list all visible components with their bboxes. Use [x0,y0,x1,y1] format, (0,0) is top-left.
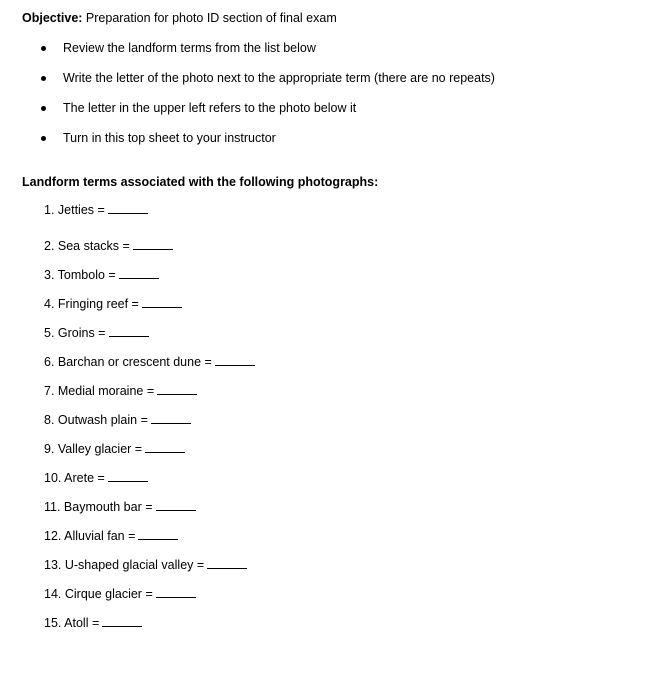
term-text: 12. Alluvial fan = [44,529,136,543]
term-text: 1. Jetties = [44,203,105,217]
instruction-item [0,100,495,130]
term-item [44,202,148,218]
term-item [44,528,178,544]
term-text: 13. U-shaped glacial valley = [44,558,205,572]
bullet-icon [41,76,46,81]
term-item [44,557,247,573]
answer-blank[interactable] [215,354,255,366]
term-item [44,470,148,486]
term-item [44,238,173,254]
answer-blank[interactable] [108,202,148,214]
instruction-text: Review the landform terms from the list below [63,41,316,55]
term-item [44,586,196,602]
objective-label: Objective: [22,11,83,25]
instruction-item [0,130,495,160]
answer-blank[interactable] [133,238,173,250]
term-item [44,267,159,283]
answer-blank[interactable] [207,557,247,569]
bullet-icon [41,136,46,141]
term-text: 5. Groins = [44,326,106,340]
term-text: 9. Valley glacier = [44,442,143,456]
term-text: 14. Cirque glacier = [44,587,153,601]
term-item [44,325,149,341]
instruction-list [0,40,495,160]
instruction-text: Write the letter of the photo next to the appropriate term (there are no repeats) [63,71,495,85]
answer-blank[interactable] [142,296,182,308]
term-text: 11. Baymouth bar = [44,500,153,514]
answer-blank[interactable] [108,470,148,482]
bullet-icon [41,46,46,51]
term-item [44,383,197,399]
answer-blank[interactable] [156,499,196,511]
term-item [44,441,185,457]
section-heading: Landform terms associated with the following photographs: [22,175,379,189]
answer-blank[interactable] [151,412,191,424]
objective-line [22,10,337,26]
term-item [44,412,191,428]
objective-text: Preparation for photo ID section of final exam [82,11,337,25]
answer-blank[interactable] [156,586,196,598]
instruction-item [0,40,495,70]
answer-blank[interactable] [102,615,142,627]
term-text: 10. Arete = [44,471,105,485]
answer-blank[interactable] [145,441,185,453]
term-text: 2. Sea stacks = [44,239,130,253]
bullet-icon [41,106,46,111]
answer-blank[interactable] [157,383,197,395]
term-item [44,354,255,370]
answer-blank[interactable] [109,325,149,337]
term-text: 8. Outwash plain = [44,413,148,427]
instruction-text: The letter in the upper left refers to the photo below it [63,101,357,115]
answer-blank[interactable] [119,267,159,279]
instruction-text: Turn in this top sheet to your instructor [63,131,276,145]
term-text: 15. Atoll = [44,616,100,630]
term-item [44,499,196,515]
term-text: 3. Tombolo = [44,268,116,282]
term-item [44,615,142,631]
term-text: 4. Fringing reef = [44,297,139,311]
instruction-item [0,70,495,100]
term-text: 7. Medial moraine = [44,384,155,398]
term-item [44,296,182,312]
answer-blank[interactable] [138,528,178,540]
term-text: 6. Barchan or crescent dune = [44,355,212,369]
